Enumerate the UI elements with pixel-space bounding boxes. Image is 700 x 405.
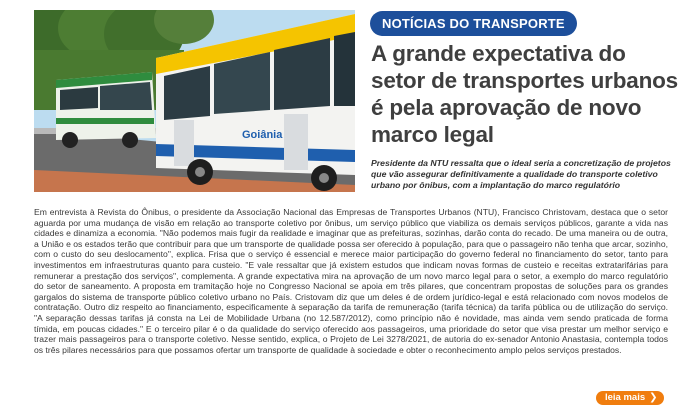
read-more-label: leia mais: [605, 392, 646, 403]
category-tag: NOTÍCIAS DO TRANSPORTE: [370, 11, 577, 36]
bus-logo-text: Goiânia: [242, 129, 283, 141]
article-headline: A grande expectativa do setor de transportes urbanos é pela aprovação de novo marco legal: [371, 41, 678, 147]
read-more-button[interactable]: [596, 391, 664, 405]
article-lead: Presidente da NTU ressalta que o ideal seria a concretização de projetos que vão assegurar definitivamente a qualidade do transporte coletivo urbano por ônibus, com a implantação do marco regulatório: [371, 158, 671, 190]
article-photo-buses: [34, 10, 355, 192]
article-body: Em entrevista à Revista do Ônibus, o presidente da Associação Nacional das Empresas de Transportes Urbanos (NTU), Francisco Christovam, destaca que o setor aguarda por uma mudança de visão em relação ao transporte coletivo por ônibus, um serviço público que viabiliza os demais serviços públicos, garante a vida nas cidades e dinamiza a economia. "Não podemos mais fugir da realidade e imaginar que as prefeituras, sozinhas, darão conta do recado. De uma maneira ou de outra, a União e os estados terão que contribuir para que um transporte de qualidade possa ser oferecido à população, para que o passageiro não tenha que arcar, sozinho, com o custo do seu deslocamento", explica. Frisa que o serviço é essencial e merece maior participação do governo federal no financiamento do setor, tanto para investimentos em infraestruturas quanto para custeio. "E vale ressaltar que já existem estudos que indicam novas formas de custeio e receitas extratarifárias para remunerar a prestação dos serviços", complementa. A grande expectativa mira na aprovação de um novo marco legal para o setor, a exemplo do marco regulatório do setor de saneamento. A proposta em tramitação hoje no Congresso Nacional se apoia em três pilares, que concentram propostas de soluções para os grandes gargalos do sistema de transporte público coletivo urbano no País. Cristovam diz que um deles é de ordem jurídico-legal e está relacionado com novos modelos de contratação. Outro diz respeito ao financiamento, especificamente à separação da tarifa de remuneração (tarifa técnica) da tarifa pública ou de utilização do serviço. "A separação dessas tarifas já consta na Lei de Mobilidade Urbana (no 12.587/2012), como princípio não é novidade, mas ainda vem sendo praticada de forma tímida, em poucas cidades." E o terceiro pilar é o da qualidade do serviço oferecido aos passageiros, uma prioridade do setor que visa prestar um melhor serviço e trazer mais passageiros para o transporte coletivo. Nesse sentido, explica, o Projeto de Lei 3278/2021, de autoria do ex-senador Antonio Anastasia, contempla todos os três pilares necessários para que possamos ofertar um transporte de qualidade à sociedade e obter o reconhecimento amplo pelos serviços prestados.: [34, 207, 668, 355]
chevron-right-icon: ❯: [649, 392, 658, 403]
